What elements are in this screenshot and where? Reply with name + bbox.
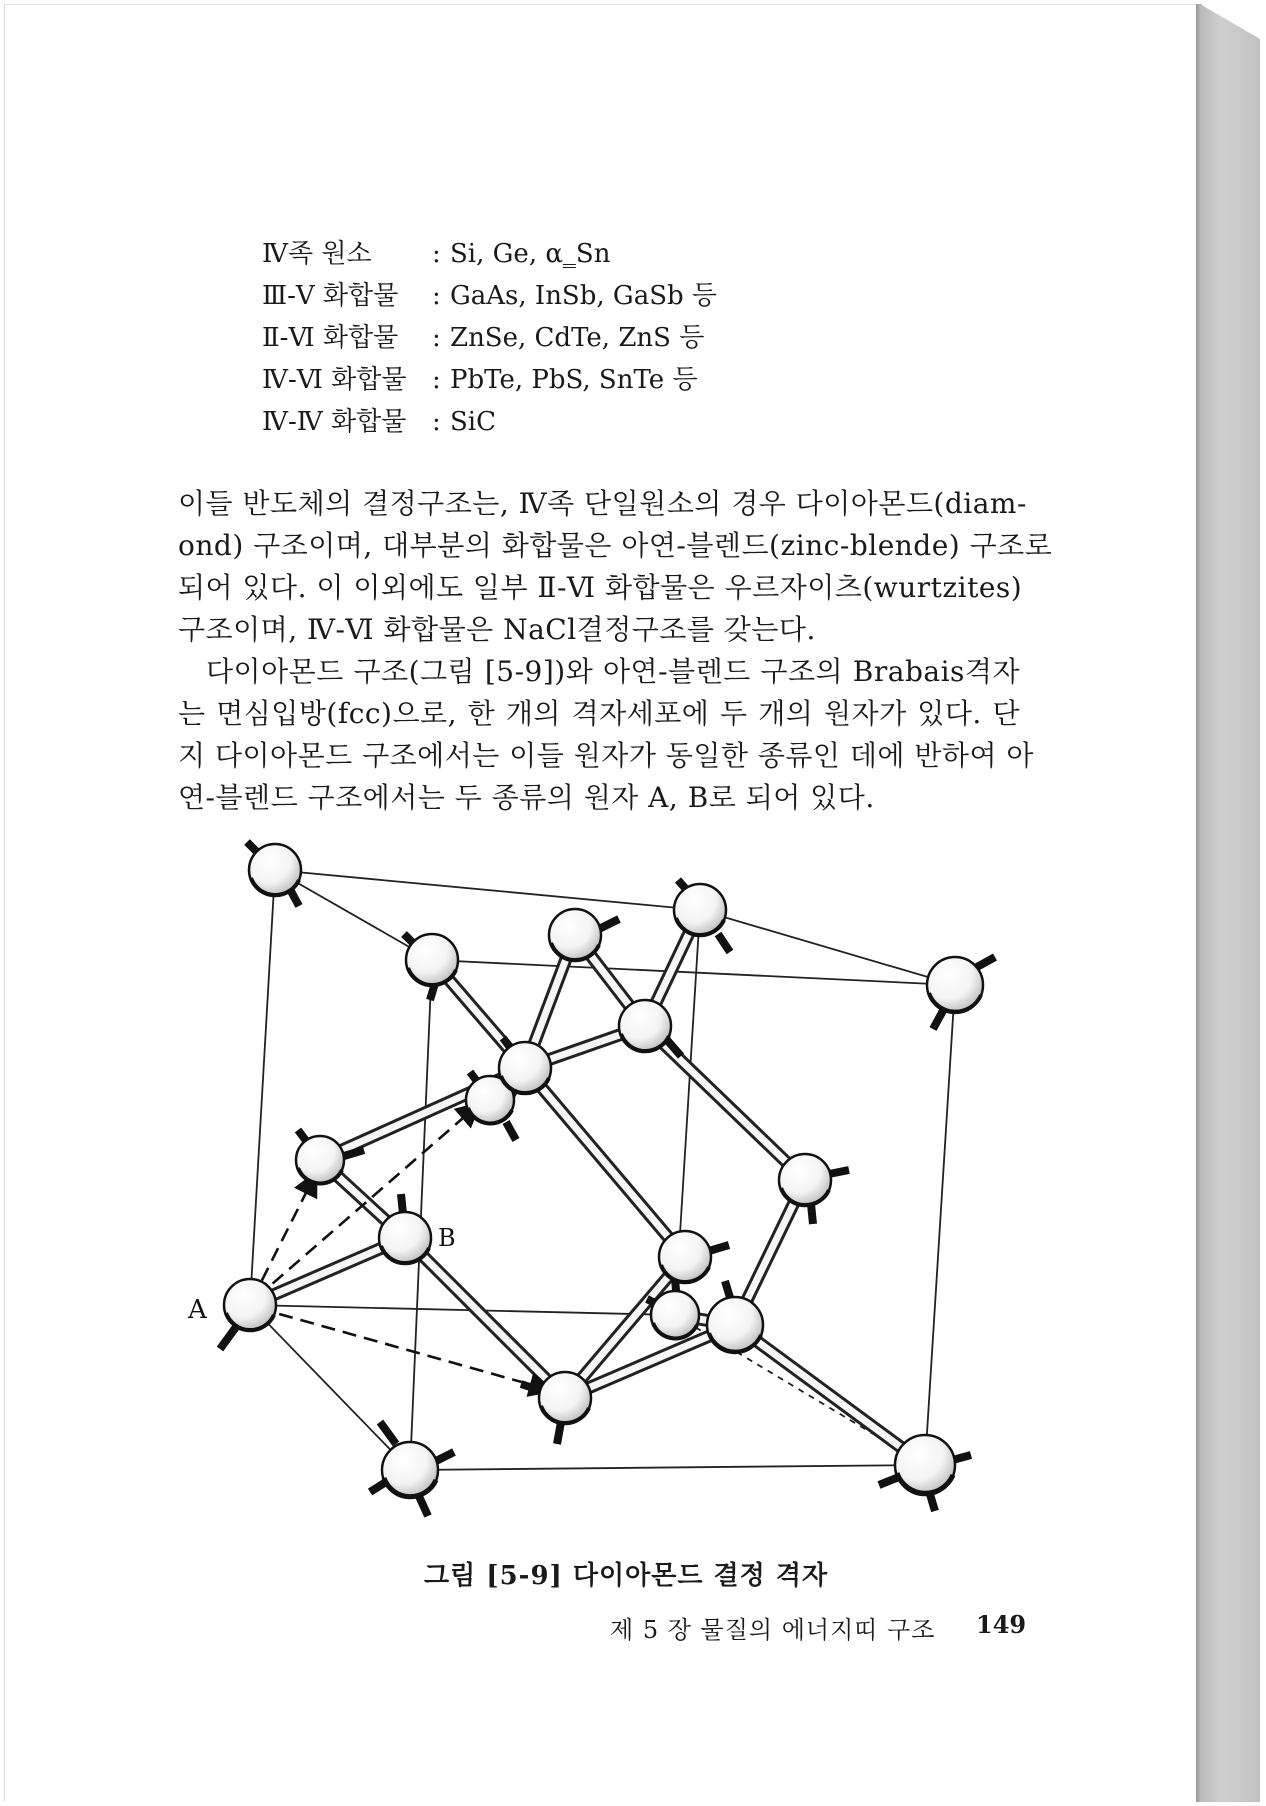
atom [927,957,995,1029]
element-category: Ⅱ-Ⅵ 화합물 [262,323,399,353]
element-category: Ⅳ-Ⅳ 화합물 [262,407,407,437]
element-list-row-4-6 [262,362,698,398]
paragraph2-line: 다이아몬드 구조(그림 [5-9])와 아연-블렌드 구조의 Brabais격자 [206,655,1020,688]
element-list-row-3-5 [262,278,717,314]
paragraph1-line: 되어 있다. 이 이외에도 일부 Ⅱ-Ⅵ 화합물은 우르자이츠(wurtzites) [178,571,1023,604]
atom-a-label: A [188,1295,207,1325]
element-separator: : [432,323,441,353]
paragraph1-line: 구조이며, Ⅳ-Ⅵ 화합물은 NaCl결정구조를 갖는다. [178,613,816,646]
atom [619,1000,681,1056]
atom [521,1372,591,1444]
book-spine [1200,4,1260,1802]
element-separator: : [432,365,441,395]
paragraph1-line: ond) 구조이며, 대부분의 화합물은 아연-블렌드(zinc-blende) 구조로 [178,529,1053,562]
figure-caption: 그림 [5-9] 다이아몬드 결정 격자 [424,1561,829,1591]
paragraph1-line: 이들 반도체의 결정구조는, Ⅳ족 단일원소의 경우 다이아몬드(diam- [178,487,1027,520]
element-examples: GaAs, InSb, GaSb 등 [450,281,718,311]
element-category: Ⅳ-Ⅵ 화합물 [262,365,407,395]
element-category: Ⅳ족 원소 [262,239,372,269]
atom [549,909,619,961]
paragraph2-line: 지 다이아몬드 구조에서는 이들 원자가 동일한 종류인 데에 반하여 아 [178,739,1034,772]
element-examples: Si, Ge, α‗Sn [450,239,611,269]
atom-b-label: B [438,1224,456,1252]
atom-b [379,1194,431,1264]
atoms [220,842,995,1516]
atom [499,1038,551,1094]
element-separator: : [432,407,441,437]
element-list-row-4-4 [262,404,496,440]
paragraph2-line: 는 면심입방(fcc)으로, 한 개의 격자세포에 두 개의 원자가 있다. 단 [178,697,1020,730]
element-separator: : [432,239,441,269]
atom-a [220,1279,276,1349]
running-footer-chapter: 제 5 장 물질의 에너지띠 구조 [610,1616,936,1644]
element-examples: SiC [450,407,497,437]
diamond-lattice-figure [180,830,1040,1550]
element-examples: ZnSe, CdTe, ZnS 등 [450,323,705,353]
atom [247,842,301,906]
element-list-row-2-6 [262,320,704,356]
page-number: 149 [976,1610,1027,1639]
element-list-row-group4 [262,236,610,272]
element-separator: : [432,281,441,311]
element-category: Ⅲ-Ⅴ 화합물 [262,281,399,311]
paragraph2-line: 연-블렌드 구조에서는 두 종류의 원자 A, B로 되어 있다. [178,781,875,814]
element-examples: PbTe, PbS, SnTe 등 [450,365,698,395]
